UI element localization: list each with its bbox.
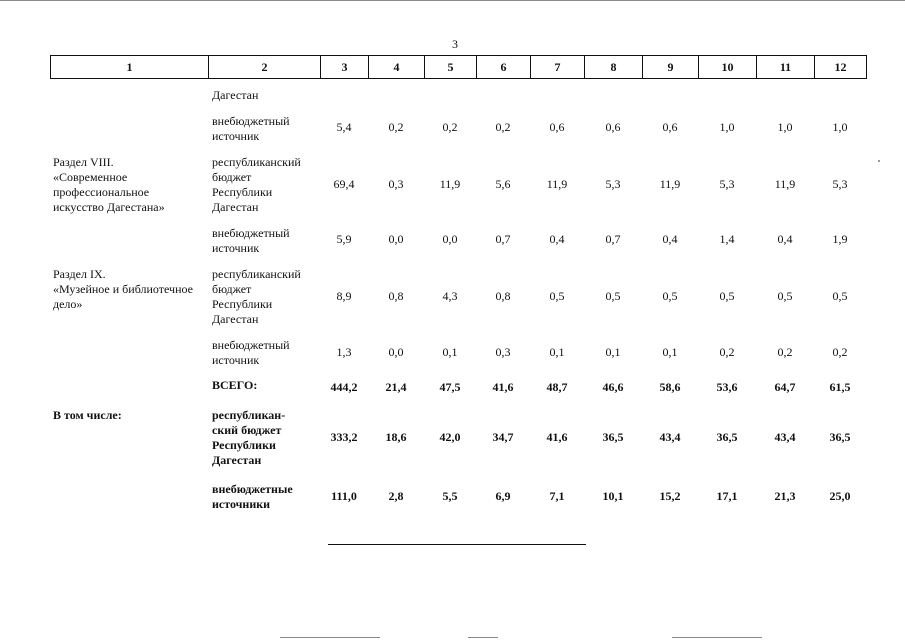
section-label: Раздел IX. «Музейное и библиотечное дело»	[53, 267, 193, 311]
page-number: 3	[452, 37, 458, 51]
column-header-2: 2	[209, 56, 321, 79]
column-header-12: 12	[815, 56, 867, 79]
table-row: 8,9 0,8 4,3 0,8 0,5 0,5 0,5 0,5 0,5 0,5	[336, 289, 848, 303]
table-row: 5,4 0,2 0,2 0,2 0,6 0,6 0,6 1,0 1,0 1,0	[336, 120, 848, 134]
scan-edge-bottom-2	[468, 637, 498, 638]
column-header-4: 4	[369, 56, 425, 79]
section-label: В том числе:	[53, 408, 122, 422]
column-header-3: 3	[321, 56, 369, 79]
column-header-8: 8	[585, 56, 643, 79]
source-label: республикан- ский бюджет Республики Дагестан	[212, 408, 286, 467]
column-header-9: 9	[643, 56, 699, 79]
total-label: ВСЕГО:	[212, 378, 258, 392]
source-label: внебюджетный источник	[212, 338, 290, 367]
source-label: внебюджетный источник	[212, 226, 290, 255]
source-label: внебюджетные источники	[212, 482, 293, 511]
column-header-7: 7	[531, 56, 585, 79]
table-row: 111,0 2,8 5,5 6,9 7,1 10,1 15,2 17,1 21,3 25,0	[331, 489, 851, 503]
scan-edge-top	[0, 0, 905, 1]
source-label: внебюджетный источник	[212, 114, 290, 143]
total-row: 444,2 21,4 47,5 41,6 48,7 46,6 58,6 53,6 64,7 61,5	[330, 380, 851, 394]
section-label: Раздел VIII. «Современное профессиональное искусство Дагестана»	[53, 155, 165, 214]
column-header-5: 5	[425, 56, 477, 79]
column-header-10: 10	[699, 56, 757, 79]
source-label: Дагестан	[212, 88, 259, 102]
column-header-1: 1	[51, 56, 209, 79]
table-row: 1,3 0,0 0,1 0,3 0,1 0,1 0,1 0,2 0,2 0,2	[336, 345, 848, 359]
scan-edge-bottom-1	[280, 637, 380, 638]
table-row: 69,4 0,3 11,9 5,6 11,9 5,3 11,9 5,3 11,9 5,3	[333, 177, 848, 191]
table-row: 5,9 0,0 0,0 0,7 0,4 0,7 0,4 1,4 0,4 1,9	[336, 232, 848, 246]
table-row: 333,2 18,6 42,0 34,7 41,6 36,5 43,4 36,5 43,4 36,5	[330, 430, 851, 444]
source-label: республиканский бюджет Республики Дагестан	[212, 155, 301, 214]
column-header-row	[50, 55, 867, 79]
column-header-6: 6	[477, 56, 531, 79]
source-label: республиканский бюджет Республики Дагестан	[212, 267, 301, 326]
footer-rule	[328, 544, 586, 545]
column-header-11: 11	[757, 56, 815, 79]
scan-edge-bottom-3	[672, 637, 762, 638]
scan-speck	[878, 160, 880, 162]
